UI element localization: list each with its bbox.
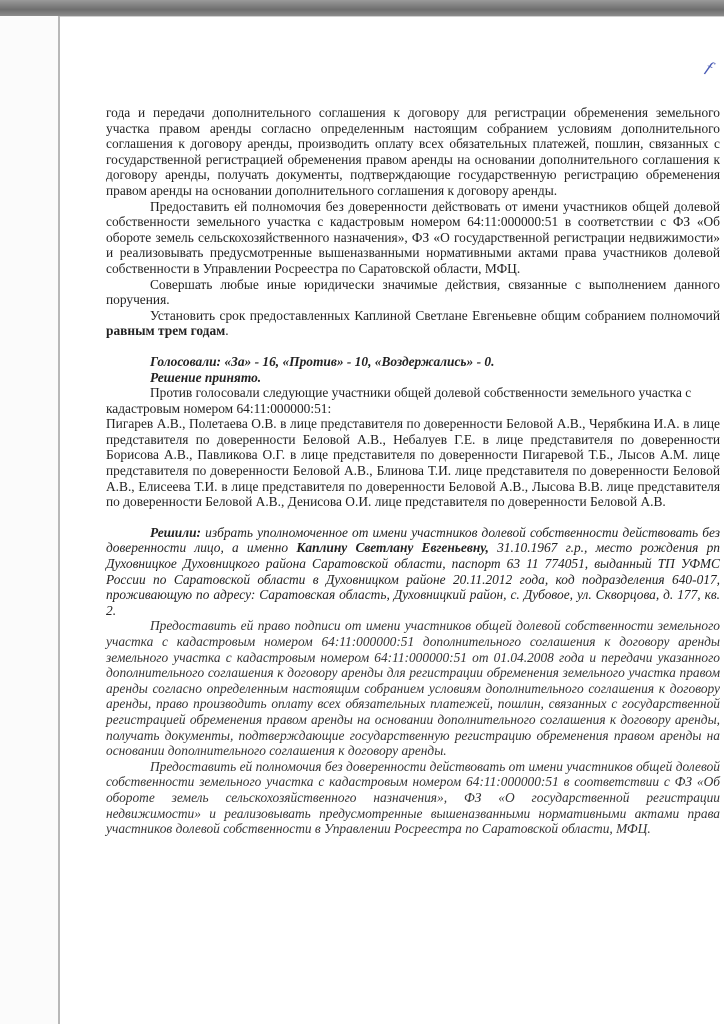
paragraph-registration-continued: года и передачи дополнительного соглашения к договору для регистрации обременения земельного участка правом аренды согласно определенным настоящим собранием условиям дополнительного соглашения к договору аренды, производить оплату всех обязательных платежей, пошлин, связанных с государственной регистрацией обременения правом аренды на основании дополнительного соглашения к договору аренды, получать документы, подтверждающие государственную регистрацию обременения правом аренды на основании дополнительного соглашения к договору аренды. [106,105,720,198]
against-list: Пигарев А.В., Полетаева О.В. в лице представителя по доверенности Беловой А.В., Черябкина И.А. в лице представителя по доверенности Беловой А.В., Небалуев Г.Е. в лице представителя по доверенности Борисова А.В., Павликова О.Г. в лице представителя по доверенности Пигаревой Т.Б., Лысов А.М. лице представителя по доверенности Беловой А.В., Блинова Т.И. лице представителя по доверенности Беловой А.В., Елисеева Т.И. в лице представителя по доверенности Беловой А.В., Лысова В.В. лице представителя по доверенности Беловой А.В., Денисова О.И. лице представителя по доверенности Беловой А.В. [106,416,720,510]
decided-label: Решили: [150,524,202,540]
authorized-person-name: Каплину Светлану Евгеньевну, [296,540,489,556]
authorized-person-details: 31.10.1967 г.р., место рождения рп Духовницкое Духовницкого района Саратовской области, паспорт 63 11 774051, выданный ТП УФМС России по Саратовской области в Духовницком районе 20.11.2012 года, код подразделения 640-017, проживающую по адресу: Саратовская область, Духовницкий район, с. Дубовое, ул. Скворцова, д. 177, кв. 2. [106,540,720,618]
document-page [60,16,724,1025]
spacer [106,339,720,354]
term-duration: равным трем годам [106,323,226,339]
previous-page-edge [0,16,60,1024]
paragraph-other-actions: Совершать любые иные юридически значимые действия, связанные с выполнением данного поручения. [106,276,720,308]
decided-paragraph [106,525,720,619]
decision-status: Решение принято. [150,369,262,385]
vote-result: Голосовали: «За» - 16, «Против» - 10, «Воздержались» - 0. [150,353,495,369]
paragraph-term [106,308,720,339]
signature-rights-paragraph: Предоставить ей право подписи от имени участников общей долевой собственности земельного участка с кадастровым номером 64:11:000000:51 дополнительного соглашения к договору аренды земельного участка с кадастровым номером 64:11:000000:51 от 01.04.2008 года и передачи указанного дополнительного соглашения к договору аренды для регистрации обременения земельного участка правом аренды согласно определенным настоящим собранием условиям дополнительного соглашения к договору аренды, право производить оплату всех обязательных платежей, пошлин, связанных с государственной регистрацией обременения правом аренды на основании дополнительного соглашения к договору аренды, получать документы, подтверждающие государственную регистрацию обременения правом аренды на основании дополнительного соглашения к договору аренды. [106,618,720,759]
paragraph-powers: Предоставить ей полномочия без доверенности действовать от имени участников общей долевой собственности земельного участка с кадастровым номером 64:11:000000:51 в соответствии с ФЗ «Об обороте земель сельскохозяйственного назначения», ФЗ «О государственной регистрации недвижимости» и реализовывать предусмотренные вышеназванными нормативными актами права участников долевой собственности в Управлении Росреестра по Саратовской области, МФЦ. [106,198,720,276]
against-intro: Против голосовали следующие участники общей долевой собственности земельного участка с кадастровым номером 64:11:000000:51: [106,385,692,416]
document-body [106,105,720,837]
decided-text: избрать уполномоченное от имени участников долевой собственности действовать без доверенности лицо, а именно [106,524,720,556]
handwritten-page-mark: ƒ [701,56,719,79]
scanner-top-edge [0,0,724,16]
term-text: Установить срок предоставленных Каплиной Светлане Евгеньевне общим собранием полномочий [150,307,720,323]
spacer [106,510,720,525]
powers-paragraph-italic: Предоставить ей полномочия без доверенности действовать от имени участников общей долевой собственности земельного участка с кадастровым номером 64:11:000000:51 в соответствии с ФЗ «Об обороте земель сельскохозяйственного назначения», ФЗ «О государственной регистрации недвижимости» и реализовывать предусмотренные вышеназванными нормативными актами права участников долевой собственности в Управлении Росреестра по Саратовской области, МФЦ. [106,758,720,837]
term-end: . [225,323,229,339]
